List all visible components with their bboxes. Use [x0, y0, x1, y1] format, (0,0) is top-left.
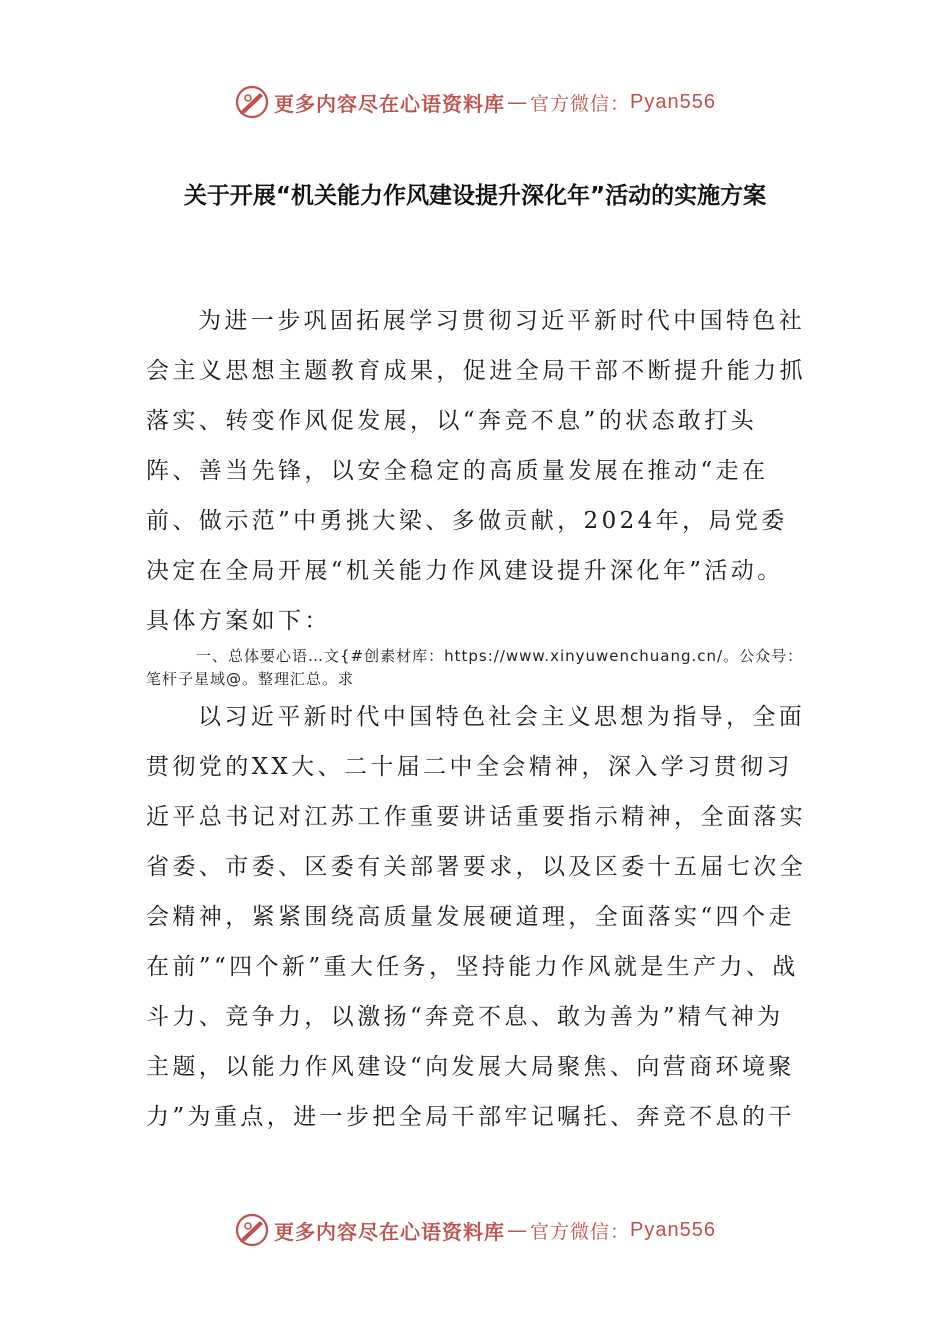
pen-circle-logo-icon [234, 1212, 270, 1248]
banner-separator: — [507, 1218, 528, 1242]
header-banner [0, 82, 950, 122]
banner-main-text: 更多内容尽在心语资料库 [274, 91, 505, 116]
banner-separator: — [507, 90, 528, 114]
intro-paragraph: 为进一步巩固拓展学习贯彻习近平新时代中国特色社会主义思想主题教育成果，促进全局干部不断提升能力抓落实、转变作风促发展，以“奔竞不息”的状态敢打头阵、善当先锋，以安全稳定的高质量发展在推动“走在前、做示范”中勇挑大梁、多做贡献，2024年，局党委决定在全局开展“机关能力作风建设提升深化年”活动。具体方案如下： [146, 308, 806, 634]
banner-suffix: 官方微信： [530, 92, 631, 115]
section-heading-line: 一、总体要心语…文{#创素材库：https://www.xinyuwenchuang.cn/。公众号：笔杆子星域@。整理汇总。求 [146, 647, 804, 688]
banner-main-text: 更多内容尽在心语资料库 [274, 1219, 505, 1244]
document-title: 关于开展“机关能力作风建设提升深化年”活动的实施方案 [183, 183, 767, 209]
banner-wechat-id: Pyan556 [630, 1218, 716, 1241]
pen-circle-logo-icon [234, 84, 270, 120]
footer-banner [0, 1210, 950, 1250]
guiding-paragraph: 以习近平新时代中国特色社会主义思想为指导，全面贯彻党的XX大、二十届二中全会精神，深入学习贯彻习近平总书记对江苏工作重要讲话重要指示精神，全面落实省委、市委、区委有关部署要求，以及区委十五届七次全会精神，紧紧围绕高质量发展硬道理，全面落实“四个走在前”“四个新”重大任务，坚持能力作风就是生产力、战斗力、竞争力，以激扬“奔竞不息、敢为善为”精气神为主题，以能力作风建设“向发展大局聚焦、向营商环境聚力”为重点，进一步把全局干部牢记嘱托、奔竞不息的干 [146, 704, 806, 1130]
banner-wechat-id: Pyan556 [630, 90, 716, 113]
banner-suffix: 官方微信： [530, 1220, 631, 1243]
